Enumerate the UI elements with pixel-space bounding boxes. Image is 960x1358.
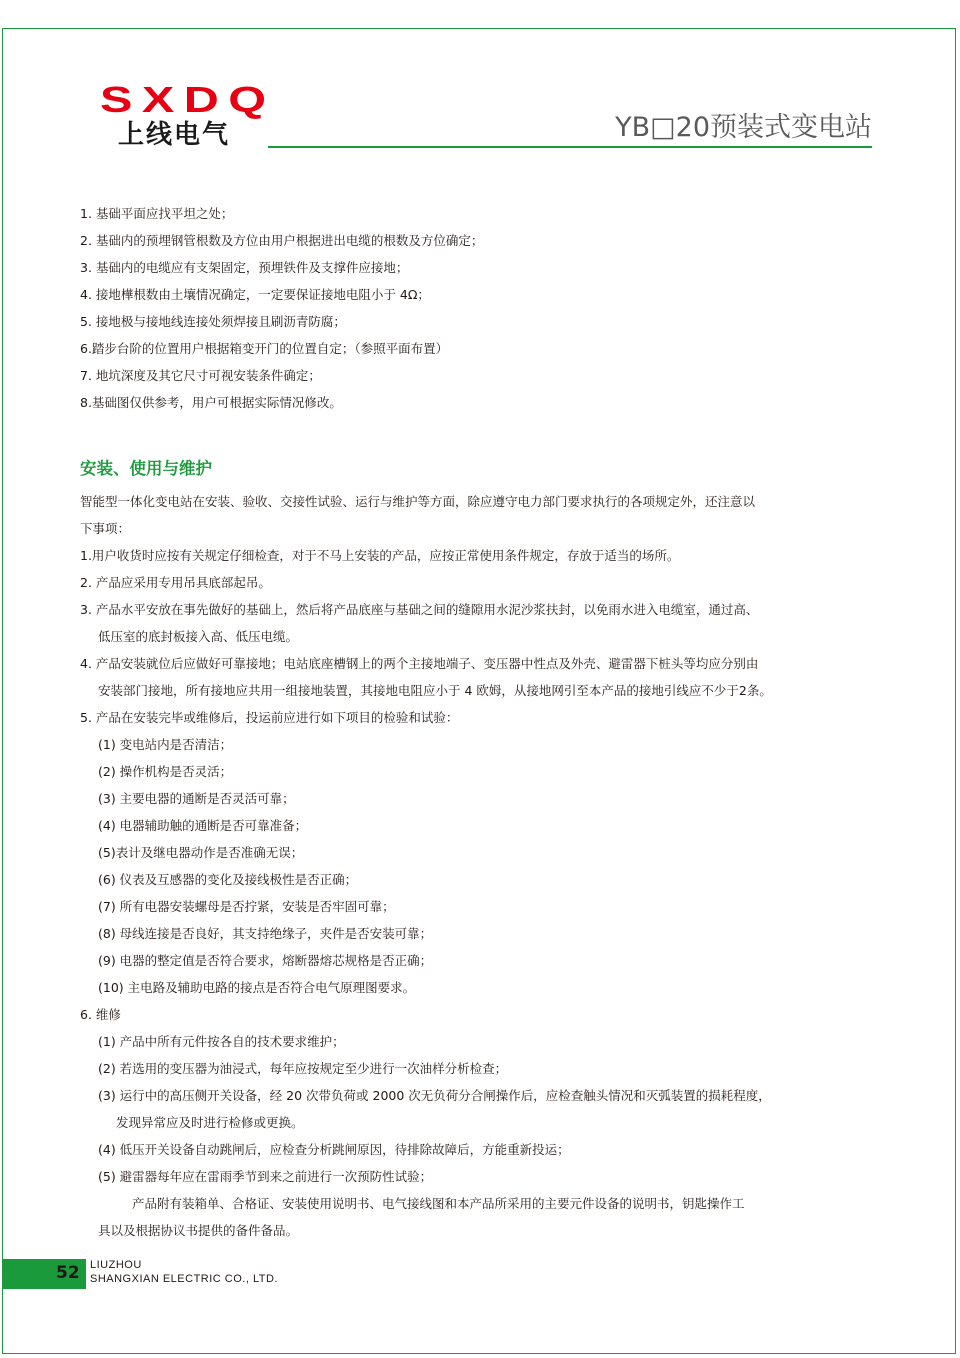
sub-item-continued: 发现异常应及时进行检修或更换。 (116, 1115, 304, 1130)
note-item: 1. 基础平面应找平坦之处； (80, 206, 234, 221)
closing-line-continued: 具以及根据协议书提供的备件备品。 (98, 1223, 299, 1238)
list-item-continued: 安装部门接地，所有接地应共用一组接地装置，其接地电阻应小于 4 欧姆，从接地网引至本产品的接地引线应不少于2条。 (98, 683, 772, 698)
sub-item: (4) 低压开关设备自动跳闸后，应检查分析跳闸原因，待排除故障后，方能重新投运； (98, 1142, 570, 1157)
sub-item: (3) 运行中的高压侧开关设备，经 20 次带负荷或 2000 次无负荷分合闸操作后，应检查触头情况和灭弧装置的损耗程度， (98, 1088, 771, 1103)
sub-item: (2) 操作机构是否灵活； (98, 764, 233, 779)
sub-item: (5)表计及继电器动作是否准确无误； (98, 845, 304, 860)
sub-item: (2) 若选用的变压器为油浸式，每年应按规定至少进行一次油样分析检查； (98, 1061, 508, 1076)
sub-item: (5) 避雷器每年应在雷雨季节到来之前进行一次预防性试验； (98, 1169, 433, 1184)
note-item: 2. 基础内的预埋钢管根数及方位由用户根据进出电缆的根数及方位确定； (80, 233, 484, 248)
list-item: 4. 产品安装就位后应做好可靠接地；电站底座槽钢上的两个主接地端子、变压器中性点及外壳、避雷器下桩头等均应分别由 (80, 656, 759, 671)
sub-item: (7) 所有电器安装螺母是否拧紧，安装是否牢固可靠； (98, 899, 395, 914)
header-divider (268, 146, 872, 148)
company-logo-cn: 上线电气 (118, 120, 231, 150)
document-body (80, 200, 880, 1244)
intro-line: 下事项： (80, 521, 131, 536)
closing-line: 产品附有装箱单、合格证、安装使用说明书、电气接线图和本产品所采用的主要元件设备的说明书，钥匙操作工 (132, 1196, 745, 1211)
note-item: 5. 接地极与接地线连接处须焊接且刷沥青防腐； (80, 314, 346, 329)
intro-line: 智能型一体化变电站在安装、验收、交接性试验、运行与维护等方面，除应遵守电力部门要求执行的各项规定外，还注意以 (80, 494, 756, 509)
foundation-notes (80, 200, 880, 416)
list-item: 5. 产品在安装完毕或维修后，投运前应进行如下项目的检验和试验： (80, 710, 459, 725)
list-item: 6. 维修 (80, 1007, 121, 1022)
note-item: 3. 基础内的电缆应有支架固定，预埋铁件及支撑件应接地； (80, 260, 409, 275)
note-item: 6.踏步台阶的位置用户根据箱变开门的位置自定；（参照平面布置） (80, 341, 449, 356)
list-item: 3. 产品水平安放在事先做好的基础上，然后将产品底座与基础之间的缝隙用水泥沙浆扶封，以免雨水进入电缆室，通过高、 (80, 602, 759, 617)
company-logo-en: SXDQ (100, 79, 276, 120)
note-item: 4. 接地樺根数由土壤情况确定，一定要保证接地电阻小于 4Ω； (80, 287, 430, 302)
footer-company-name (90, 1258, 278, 1286)
page-title: YB□20预装式变电站 (615, 112, 872, 143)
sub-item: (6) 仪表及互感器的变化及接线极性是否正确； (98, 872, 358, 887)
list-item: 1.用户收货时应按有关规定仔细检查，对于不马上安装的产品，应按正常使用条件规定，存放于适当的场所。 (80, 548, 680, 563)
note-item: 7. 地坑深度及其它尺寸可视安装条件确定； (80, 368, 321, 383)
sub-item: (8) 母线连接是否良好，其支持绝缘子，夹件是否安装可靠； (98, 926, 433, 941)
list-item: 2. 产品应采用专用吊具底部起吊。 (80, 575, 271, 590)
sub-item: (9) 电器的整定值是否符合要求，熔断器熔芯规格是否正确； (98, 953, 433, 968)
installation-section (80, 488, 880, 1244)
section-heading: 安装、使用与维护 (80, 459, 212, 478)
sub-item: (4) 电器辅助触的通断是否可靠准备； (98, 818, 308, 833)
list-item-continued: 低压室的底封板接入高、低压电缆。 (98, 629, 299, 644)
page-number: 52 (56, 1263, 80, 1283)
note-item: 8.基础图仅供参考，用户可根据实际情况修改。 (80, 395, 342, 410)
company-line-2: SHANGXIAN ELECTRIC CO., LTD. (90, 1273, 278, 1285)
sub-item: (1) 产品中所有元件按各自的技术要求维护； (98, 1034, 345, 1049)
company-line-1: LIUZHOU (90, 1259, 142, 1271)
sub-item: (1) 变电站内是否清洁； (98, 737, 233, 752)
sub-item: (3) 主要电器的通断是否灵活可靠； (98, 791, 295, 806)
sub-item: (10) 主电路及辅助电路的接点是否符合电气原理图要求。 (98, 980, 416, 995)
